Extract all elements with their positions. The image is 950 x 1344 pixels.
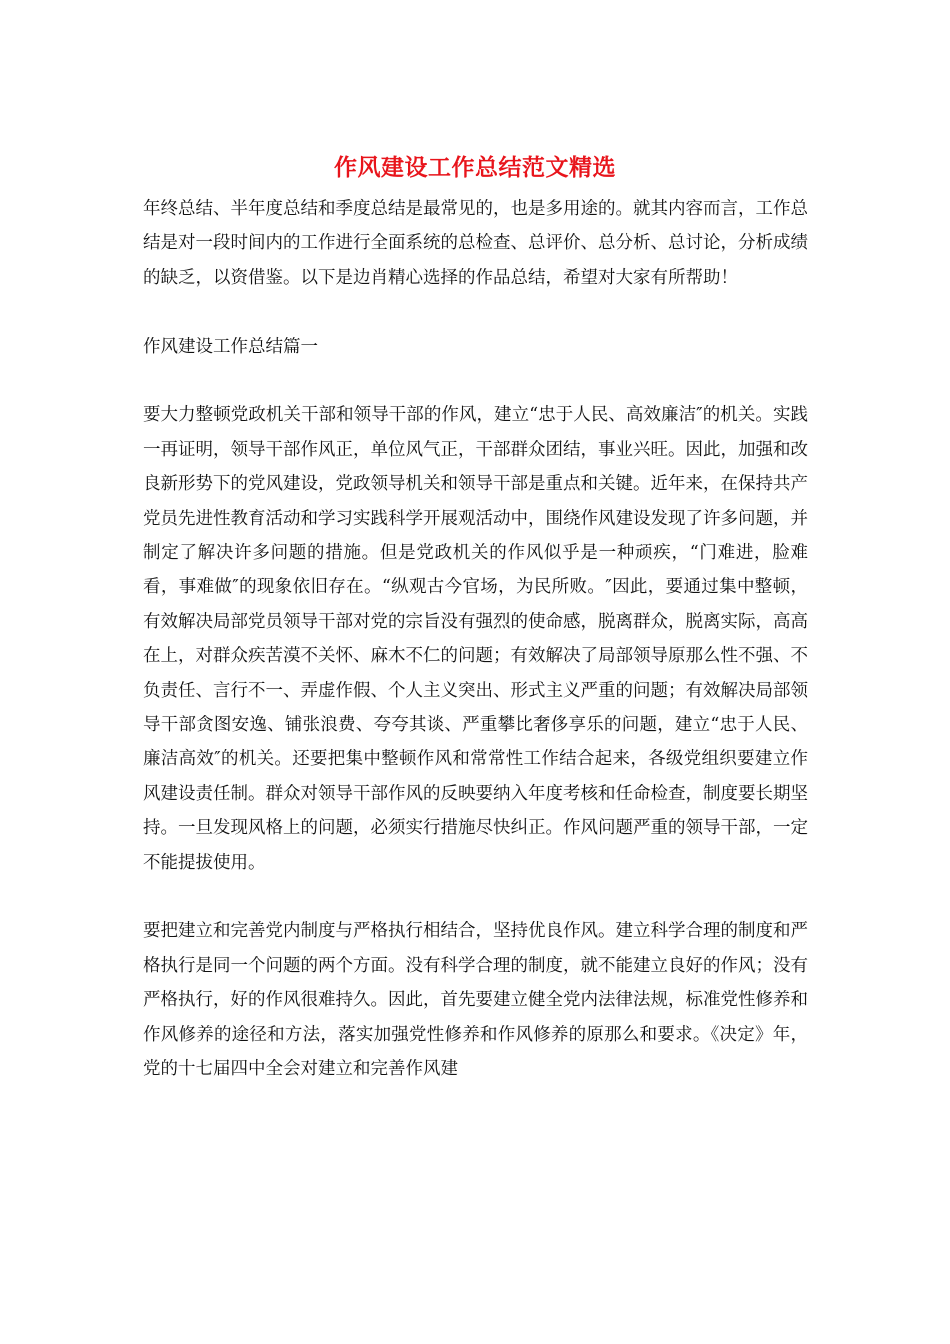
paragraph-spacer xyxy=(143,295,808,329)
section-heading: 作风建设工作总结篇一 xyxy=(143,336,318,357)
body-paragraph-1: 要大力整顿党政机关干部和领导干部的作风，建立“忠于人民、高效廉洁″的机关。实践一再证明，领导干部作风正，单位风气正，干部群众团结，事业兴旺。因此，加强和改良新形势下的党风建设，党政领导机关和领导干部是重点和关键。近年来，在保持共产党员先进性教育活动和学习实践科学开展观活动中，围绕作风建设发现了许多问题，并制定了解决许多问题的措施。但是党政机关的作风似乎是一种顽疾，“门难进，脸难看，事难做″的现象依旧存在。“纵观古今官场，为民所败。″因此，要通过集中整顿，有效解决局部党员领导干部对党的宗旨没有强烈的使命感，脱离群众，脱离实际，高高在上，对群众疾苦漠不关怀、麻木不仁的问题；有效解决了局部领导原那么性不强、不负责任、言行不一、弄虚作假、个人主义突出、形式主义严重的问题；有效解决局部领导干部贪图安逸、铺张浪费、夸夸其谈、严重攀比奢侈享乐的问题，建立“忠于人民、廉洁高效″的机关。还要把集中整顿作风和常常性工作结合起来，各级党组织要建立作风建设责任制。群众对领导干部作风的反映要纳入年度考核和任命检查，制度要长期坚持。一旦发现风格上的问题，必须实行措施尽快纠正。作风问题严重的领导干部，一定不能提拔使用。 xyxy=(143,405,808,873)
body-paragraph-2: 要把建立和完善党内制度与严格执行相结合，坚持优良作风。建立科学合理的制度和严格执行是同一个问题的两个方面。没有科学合理的制度，就不能建立良好的作风；没有严格执行，好的作风很难持久。因此，首先要建立健全党内法律法规，标准党性修养和作风修养的途径和方法，落实加强党性修养和作风修养的原那么和要求。《决定》年，党的十七届四中全会对建立和完善作风建 xyxy=(143,921,808,1080)
paragraph-spacer xyxy=(143,364,808,398)
intro-paragraph: 年终总结、半年度总结和季度总结是最常见的，也是多用途的。就其内容而言，工作总结是对一段时间内的工作进行全面系统的总检查、总评价、总分析、总讨论，分析成绩的缺乏，以资借鉴。以下是边肖精心选择的作品总结，希望对大家有所帮助！ xyxy=(143,199,808,288)
document-body xyxy=(143,192,808,1087)
document-title: 作风建设工作总结范文精选 xyxy=(334,154,616,181)
paragraph-spacer xyxy=(143,880,808,914)
